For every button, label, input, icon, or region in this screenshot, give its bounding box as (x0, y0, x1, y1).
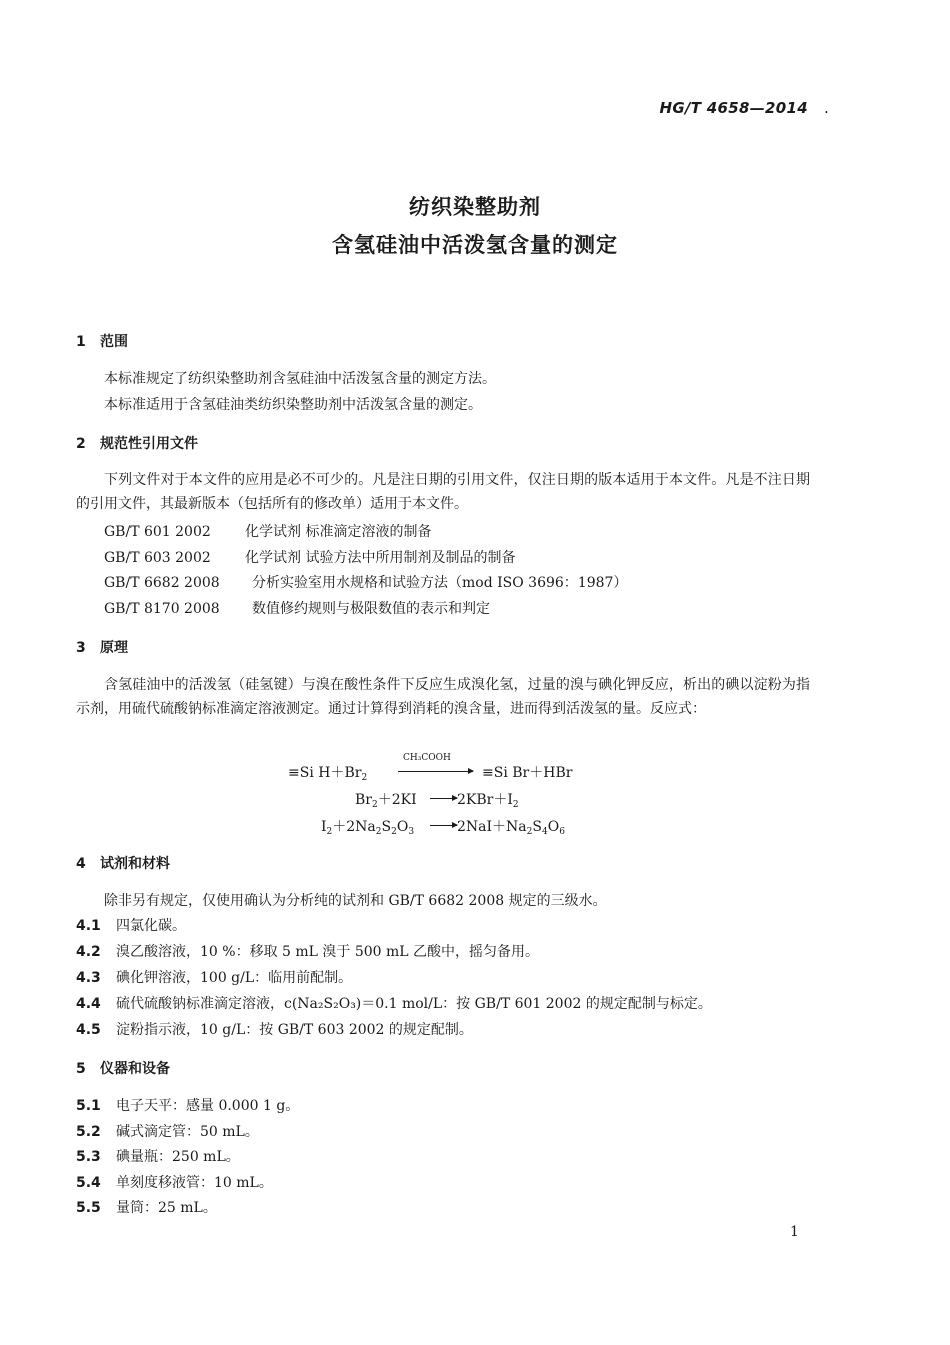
section-number: 3 (76, 640, 86, 656)
item-text: 四氯化碳。 (116, 918, 186, 934)
reaction-arrow (430, 798, 457, 799)
reference-item (104, 598, 490, 618)
scope-paragraph-2: 本标准适用于含氢硅油类纺织染整助剂中活泼氢含量的测定。 (104, 397, 482, 413)
item-number: 4.4 (76, 996, 101, 1012)
reaction-equation-1-left (288, 762, 367, 783)
title-line-1: 纺织染整助剂 (409, 195, 541, 219)
reference-item (104, 521, 431, 541)
section-5-heading (76, 1058, 170, 1078)
principle-paragraph: 含氢硅油中的活泼氢（硅氢键）与溴在酸性条件下反应生成溴化氢，过量的溴与碘化钾反应，析出的碘以淀粉为指示剂，用硫代硫酸钠标准滴定溶液测定。通过计算得到消耗的溴含量，进而得到活泼氢的量。反应式： (76, 677, 810, 717)
reference-title: 化学试剂 试验方法中所用制剂及制品的制备 (245, 550, 516, 566)
item-number: 4.3 (76, 970, 101, 986)
reference-code: GB/T 6682 2008 (104, 575, 220, 591)
item-text: 单刻度移液管：10 mL。 (116, 1175, 273, 1191)
section-title: 仪器和设备 (100, 1061, 170, 1077)
header-mark: . (824, 99, 829, 117)
reference-item (104, 547, 515, 567)
section-number: 5 (76, 1061, 86, 1077)
reagent-item (76, 993, 712, 1013)
reagent-item (76, 915, 186, 935)
item-number: 4.2 (76, 944, 101, 960)
section-1-heading (76, 331, 128, 351)
section-title: 范围 (100, 334, 128, 350)
eq-text: ≡Si H＋Br (288, 765, 362, 781)
reference-code: GB/T 601 2002 (104, 524, 211, 540)
apparatus-item (76, 1095, 299, 1115)
item-text: 量筒：25 mL。 (116, 1200, 217, 1216)
eq-subscript: 2 (326, 827, 333, 837)
reference-code: GB/T 8170 2008 (104, 601, 220, 617)
section-number: 4 (76, 856, 86, 872)
eq-subscript: 4 (541, 827, 548, 837)
eq-subscript: 2 (361, 773, 368, 783)
standard-code: HG/T 4658—2014 (659, 99, 808, 117)
eq-text: 2NaI＋Na (457, 819, 527, 835)
reaction-equation-1-right: ≡Si Br＋HBr (482, 765, 573, 781)
section-2-heading (76, 433, 198, 453)
eq-text: Br (355, 792, 372, 808)
item-number: 5.2 (76, 1124, 101, 1140)
reagents-intro: 除非另有规定，仅使用确认为分析纯的试剂和 GB/T 6682 2008 规定的三级水。 (104, 893, 607, 909)
section-title: 规范性引用文件 (100, 436, 198, 452)
section-title: 原理 (100, 640, 128, 656)
item-text: 溴乙酸溶液，10 %：移取 5 mL 溴于 500 mL 乙酸中，摇匀备用。 (116, 944, 540, 960)
reaction-arrow (430, 825, 457, 826)
section-number: 1 (76, 334, 86, 350)
references-intro: 下列文件对于本文件的应用是必不可少的。凡是注日期的引用文件，仅注日期的版本适用于本文件。凡是不注日期的引用文件，其最新版本（包括所有的修改单）适用于本文件。 (76, 472, 810, 512)
section-3-heading (76, 637, 128, 657)
item-text: 碱式滴定管：50 mL。 (116, 1124, 259, 1140)
reference-item (104, 572, 627, 592)
catalyst-label: CH₃COOH (403, 753, 451, 763)
apparatus-item (76, 1121, 259, 1141)
reference-code: GB/T 603 2002 (104, 550, 211, 566)
item-text: 碘化钾溶液，100 g/L：临用前配制。 (116, 970, 353, 986)
apparatus-item (76, 1172, 273, 1192)
item-text: 淀粉指示液，10 g/L：按 GB/T 603 2002 的规定配制。 (116, 1022, 473, 1038)
page-number: 1 (790, 1224, 799, 1240)
eq-subscript: 3 (408, 827, 415, 837)
item-number: 5.4 (76, 1175, 101, 1191)
apparatus-item (76, 1197, 217, 1217)
item-text: 碘量瓶：250 mL。 (116, 1149, 240, 1165)
item-number: 5.1 (76, 1098, 101, 1114)
reaction-equation-3-left (321, 816, 414, 837)
item-text: 电子天平：感量 0.000 1 g。 (116, 1098, 300, 1114)
eq-text: O (547, 819, 560, 835)
reference-title: 数值修约规则与极限数值的表示和判定 (252, 601, 490, 617)
eq-subscript: 2 (391, 827, 397, 837)
section-4-heading (76, 853, 170, 873)
item-number: 5.5 (76, 1200, 101, 1216)
item-number: 4.1 (76, 918, 101, 934)
eq-text: O (396, 819, 409, 835)
apparatus-item (76, 1146, 240, 1166)
reagent-item (76, 941, 539, 961)
eq-text: S (532, 819, 542, 835)
eq-subscript: 2 (512, 800, 519, 810)
scope-paragraph-1: 本标准规定了纺织染整助剂含氢硅油中活泼氢含量的测定方法。 (104, 371, 496, 387)
section-title: 试剂和材料 (100, 856, 170, 872)
eq-text: 2KBr＋I (457, 792, 513, 808)
reaction-equation-2-right (457, 789, 519, 810)
reagent-item (76, 1019, 473, 1039)
eq-text: I (321, 819, 327, 835)
reagent-item (76, 967, 352, 987)
eq-text: S (381, 819, 392, 835)
eq-subscript: 2 (526, 827, 533, 837)
reaction-equation-3-right (457, 816, 565, 837)
item-number: 5.3 (76, 1149, 101, 1165)
reaction-arrow (398, 771, 473, 772)
eq-subscript: 2 (375, 827, 382, 837)
title-line-2: 含氢硅油中活泼氢含量的测定 (332, 233, 618, 257)
eq-text: ＋2KI (377, 792, 417, 808)
item-text: 硫代硫酸钠标准滴定溶液，c(Na₂S₂O₃)＝0.1 mol/L：按 GB/T 601 2002 的规定配制与标定。 (116, 996, 712, 1012)
eq-subscript: 2 (371, 800, 378, 810)
section-number: 2 (76, 436, 86, 452)
reference-title: 化学试剂 标准滴定溶液的制备 (245, 524, 432, 540)
reference-title: 分析实验室用水规格和试验方法（mod ISO 3696：1987） (252, 575, 628, 591)
reaction-equation-2-left (355, 789, 417, 810)
eq-text: ＋2Na (332, 819, 376, 835)
eq-subscript: 6 (559, 827, 565, 837)
item-number: 4.5 (76, 1022, 101, 1038)
